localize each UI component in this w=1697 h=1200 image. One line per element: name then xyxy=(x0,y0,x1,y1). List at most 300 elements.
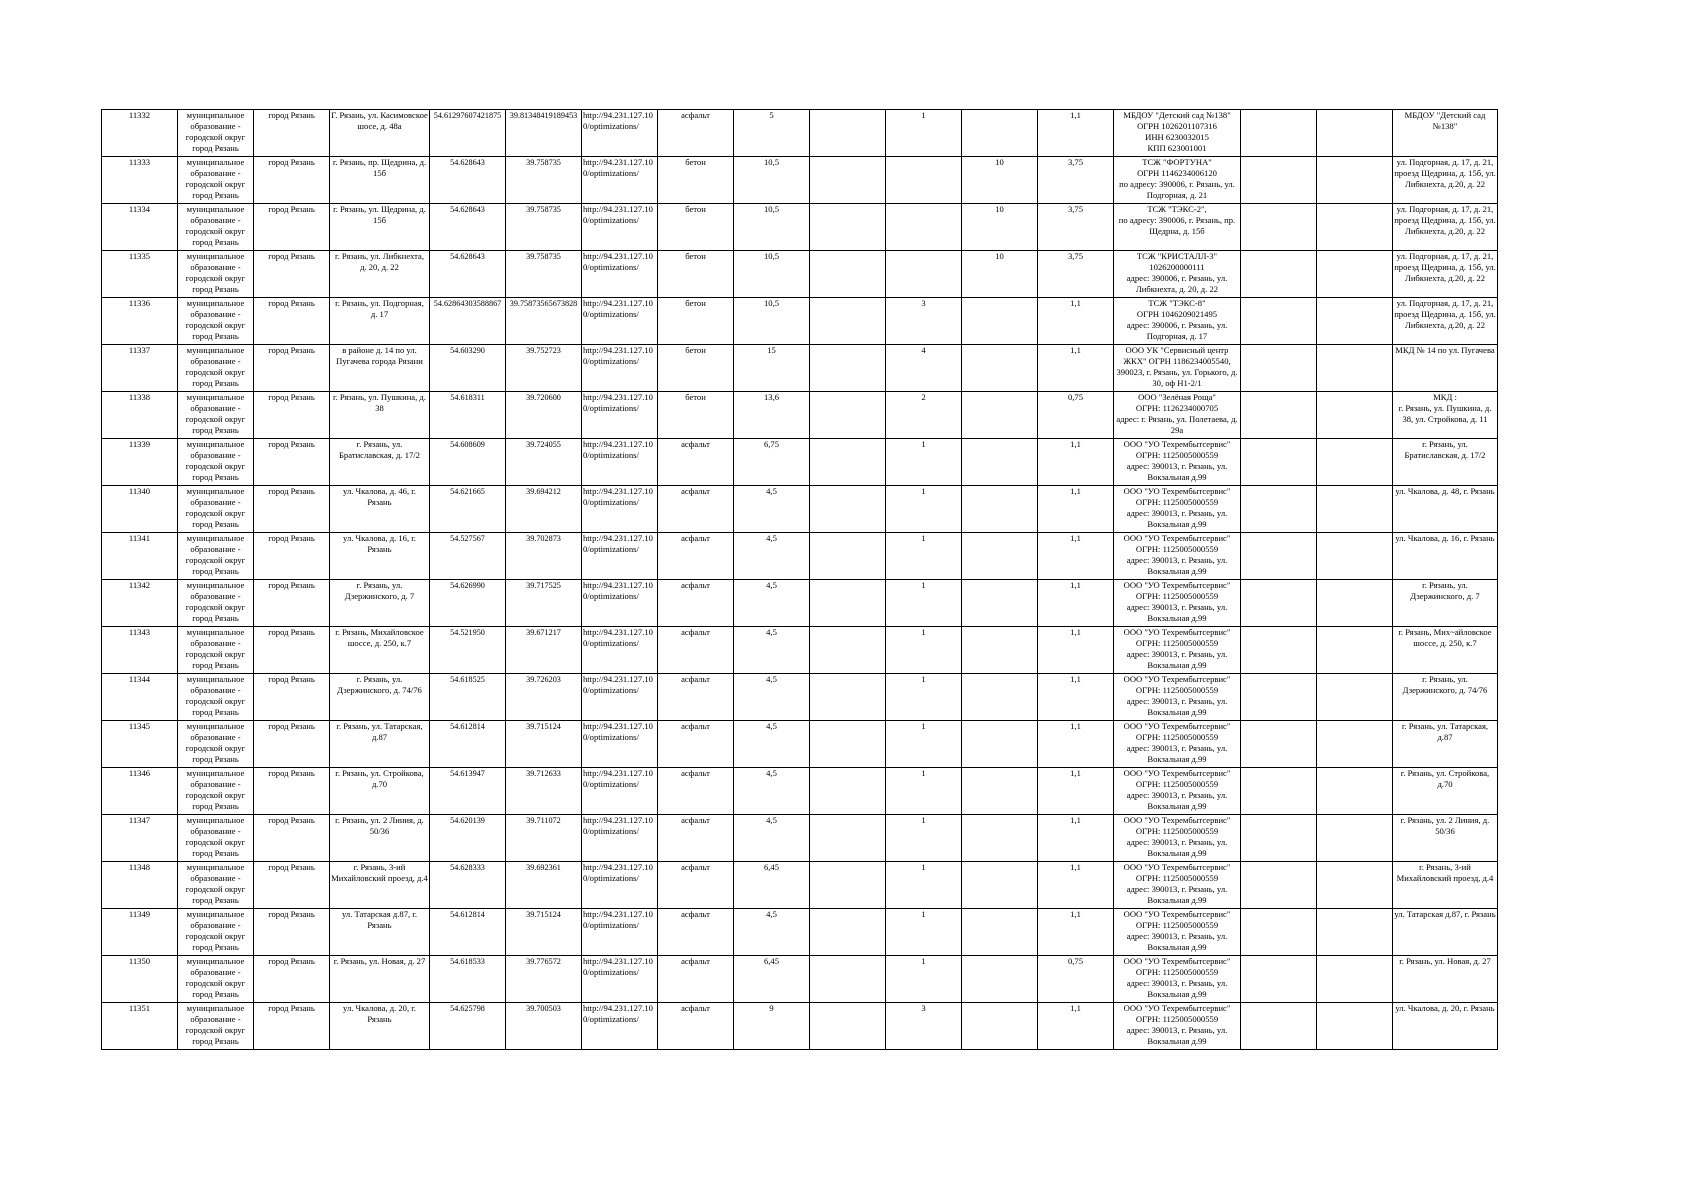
surface-type-cell: бетон xyxy=(658,204,734,251)
volume-cell: 3,75 xyxy=(1038,251,1114,298)
container-count-cell xyxy=(886,204,962,251)
municipality-cell: муниципальное образование - городской округ город Рязань xyxy=(178,721,254,768)
bunker-count-cell xyxy=(962,298,1038,345)
id-cell: 11351 xyxy=(102,1003,178,1050)
city-cell: город Рязань xyxy=(254,392,330,439)
address-cell: г. Рязань, ул. Пушкина, д. 38 xyxy=(330,392,430,439)
owner-cell: ТСЖ "ТЭКС-8" ОГРН 1046209021495 адрес: 390006, г. Рязань, ул. Подгорная, д. 17 xyxy=(1114,298,1241,345)
bunker-count-cell xyxy=(962,627,1038,674)
address-cell: г. Рязань, ул. Либкнехта, д. 20, д. 22 xyxy=(330,251,430,298)
longitude-cell: 39.715124 xyxy=(506,721,582,768)
empty-cell xyxy=(1317,392,1393,439)
waste-sources-cell: ул. Подгорная, д. 17, д. 21, проезд Щедрина, д. 15б, ул. Либкнехта, д.20, д. 22 xyxy=(1393,204,1498,251)
table-row xyxy=(102,157,1498,204)
volume-cell: 1,1 xyxy=(1038,1003,1114,1050)
municipality-cell: муниципальное образование - городской округ город Рязань xyxy=(178,674,254,721)
volume-cell: 3,75 xyxy=(1038,204,1114,251)
container-count-cell: 1 xyxy=(886,674,962,721)
longitude-cell: 39.81348419189453 xyxy=(506,110,582,157)
latitude-cell: 54.612814 xyxy=(430,721,506,768)
container-count-cell: 3 xyxy=(886,1003,962,1050)
area-cell: 4,5 xyxy=(734,909,810,956)
empty-cell xyxy=(1241,439,1317,486)
longitude-cell: 39.702873 xyxy=(506,533,582,580)
municipality-cell: муниципальное образование - городской округ город Рязань xyxy=(178,392,254,439)
url-cell: http://94.231.127.10 0/optimizations/ xyxy=(582,157,658,204)
id-cell: 11333 xyxy=(102,157,178,204)
empty-cell xyxy=(810,439,886,486)
surface-type-cell: бетон xyxy=(658,298,734,345)
address-cell: г. Рязань, ул. Дзержинского, д. 7 xyxy=(330,580,430,627)
owner-cell: ООО "УО Техрембытсервис" ОГРН: 1125005000559 адрес: 390013, г. Рязань, ул. Вокзальная д.99 xyxy=(1114,1003,1241,1050)
address-cell: г. Рязань, Михайловское шоссе, д. 250, к.7 xyxy=(330,627,430,674)
table-row xyxy=(102,1003,1498,1050)
container-count-cell xyxy=(886,251,962,298)
latitude-cell: 54.626990 xyxy=(430,580,506,627)
empty-cell xyxy=(1241,862,1317,909)
address-cell: г. Рязань, ул. Стройкова, д.70 xyxy=(330,768,430,815)
empty-cell xyxy=(810,110,886,157)
area-cell: 4,5 xyxy=(734,533,810,580)
owner-cell: ООО "УО Техрембытсервис" ОГРН: 1125005000559 адрес: 390013, г. Рязань, ул. Вокзальная д.99 xyxy=(1114,721,1241,768)
waste-sources-cell: ул. Чкалова, д. 20, г. Рязань xyxy=(1393,1003,1498,1050)
address-cell: г. Рязань, ул. Братиславская, д. 17/2 xyxy=(330,439,430,486)
volume-cell: 1,1 xyxy=(1038,627,1114,674)
id-cell: 11334 xyxy=(102,204,178,251)
latitude-cell: 54.603290 xyxy=(430,345,506,392)
empty-cell xyxy=(1317,345,1393,392)
url-cell: http://94.231.127.10 0/optimizations/ xyxy=(582,533,658,580)
bunker-count-cell xyxy=(962,768,1038,815)
surface-type-cell: асфальт xyxy=(658,110,734,157)
municipality-cell: муниципальное образование - городской округ город Рязань xyxy=(178,533,254,580)
url-cell: http://94.231.127.10 0/optimizations/ xyxy=(582,580,658,627)
empty-cell xyxy=(810,251,886,298)
longitude-cell: 39.75873565673828 xyxy=(506,298,582,345)
empty-cell xyxy=(1317,956,1393,1003)
waste-sources-cell: г. Рязань, ул. Братиславская, д. 17/2 xyxy=(1393,439,1498,486)
area-cell: 9 xyxy=(734,1003,810,1050)
longitude-cell: 39.700503 xyxy=(506,1003,582,1050)
table-row xyxy=(102,533,1498,580)
empty-cell xyxy=(1241,956,1317,1003)
bunker-count-cell xyxy=(962,956,1038,1003)
volume-cell: 1,1 xyxy=(1038,862,1114,909)
address-cell: г. Рязань, ул. Новая, д. 27 xyxy=(330,956,430,1003)
address-cell: ул. Татарская д.87, г. Рязань xyxy=(330,909,430,956)
id-cell: 11346 xyxy=(102,768,178,815)
surface-type-cell: бетон xyxy=(658,392,734,439)
empty-cell xyxy=(1317,627,1393,674)
table-row xyxy=(102,298,1498,345)
empty-cell xyxy=(1241,486,1317,533)
empty-cell xyxy=(1241,298,1317,345)
empty-cell xyxy=(1241,157,1317,204)
empty-cell xyxy=(1317,439,1393,486)
container-count-cell xyxy=(886,157,962,204)
latitude-cell: 54.628643 xyxy=(430,251,506,298)
longitude-cell: 39.758735 xyxy=(506,157,582,204)
table-row xyxy=(102,956,1498,1003)
latitude-cell: 54.628333 xyxy=(430,862,506,909)
id-cell: 11348 xyxy=(102,862,178,909)
id-cell: 11344 xyxy=(102,674,178,721)
container-count-cell: 1 xyxy=(886,533,962,580)
container-count-cell: 1 xyxy=(886,110,962,157)
longitude-cell: 39.692361 xyxy=(506,862,582,909)
empty-cell xyxy=(810,157,886,204)
address-cell: г. Рязань, 3-ий Михайловский проезд, д.4 xyxy=(330,862,430,909)
empty-cell xyxy=(1317,862,1393,909)
url-cell: http://94.231.127.10 0/optimizations/ xyxy=(582,721,658,768)
city-cell: город Рязань xyxy=(254,815,330,862)
volume-cell: 1,1 xyxy=(1038,721,1114,768)
surface-type-cell: асфальт xyxy=(658,909,734,956)
empty-cell xyxy=(810,392,886,439)
empty-cell xyxy=(1317,674,1393,721)
municipality-cell: муниципальное образование - городской округ город Рязань xyxy=(178,345,254,392)
empty-cell xyxy=(1317,298,1393,345)
latitude-cell: 54.625798 xyxy=(430,1003,506,1050)
city-cell: город Рязань xyxy=(254,110,330,157)
municipality-cell: муниципальное образование - городской округ город Рязань xyxy=(178,956,254,1003)
owner-cell: ООО "УО Техрембытсервис" ОГРН: 1125005000559 адрес: 390013, г. Рязань, ул. Вокзальная д.99 xyxy=(1114,486,1241,533)
table-row xyxy=(102,204,1498,251)
empty-cell xyxy=(1241,627,1317,674)
empty-cell xyxy=(810,909,886,956)
bunker-count-cell: 10 xyxy=(962,157,1038,204)
volume-cell: 1,1 xyxy=(1038,815,1114,862)
empty-cell xyxy=(810,674,886,721)
longitude-cell: 39.776572 xyxy=(506,956,582,1003)
table-row xyxy=(102,251,1498,298)
bunker-count-cell xyxy=(962,909,1038,956)
volume-cell: 1,1 xyxy=(1038,486,1114,533)
municipality-cell: муниципальное образование - городской округ город Рязань xyxy=(178,627,254,674)
table-row xyxy=(102,486,1498,533)
empty-cell xyxy=(1317,909,1393,956)
empty-cell xyxy=(1317,204,1393,251)
empty-cell xyxy=(1241,909,1317,956)
area-cell: 6,45 xyxy=(734,956,810,1003)
owner-cell: ООО "УО Техрембытсервис" ОГРН: 1125005000559 адрес: 390013, г. Рязань, ул. Вокзальная д.99 xyxy=(1114,862,1241,909)
empty-cell xyxy=(810,486,886,533)
table-row xyxy=(102,862,1498,909)
city-cell: город Рязань xyxy=(254,533,330,580)
container-sites-table xyxy=(101,109,1498,1050)
area-cell: 6,75 xyxy=(734,439,810,486)
empty-cell xyxy=(1241,580,1317,627)
url-cell: http://94.231.127.10 0/optimizations/ xyxy=(582,1003,658,1050)
url-cell: http://94.231.127.10 0/optimizations/ xyxy=(582,627,658,674)
waste-sources-cell: ул. Татарская д.87, г. Рязань xyxy=(1393,909,1498,956)
latitude-cell: 54.618525 xyxy=(430,674,506,721)
city-cell: город Рязань xyxy=(254,909,330,956)
url-cell: http://94.231.127.10 0/optimizations/ xyxy=(582,251,658,298)
latitude-cell: 54.618311 xyxy=(430,392,506,439)
city-cell: город Рязань xyxy=(254,1003,330,1050)
url-cell: http://94.231.127.10 0/optimizations/ xyxy=(582,909,658,956)
empty-cell xyxy=(1241,392,1317,439)
container-count-cell: 1 xyxy=(886,862,962,909)
latitude-cell: 54.61297607421875 xyxy=(430,110,506,157)
municipality-cell: муниципальное образование - городской округ город Рязань xyxy=(178,768,254,815)
waste-sources-cell: г. Рязань, ул. Дзержинского, д. 7 xyxy=(1393,580,1498,627)
id-cell: 11340 xyxy=(102,486,178,533)
id-cell: 11337 xyxy=(102,345,178,392)
municipality-cell: муниципальное образование - городской округ город Рязань xyxy=(178,110,254,157)
area-cell: 15 xyxy=(734,345,810,392)
bunker-count-cell xyxy=(962,486,1038,533)
surface-type-cell: асфальт xyxy=(658,862,734,909)
surface-type-cell: асфальт xyxy=(658,533,734,580)
id-cell: 11338 xyxy=(102,392,178,439)
volume-cell: 1,1 xyxy=(1038,768,1114,815)
empty-cell xyxy=(810,862,886,909)
waste-sources-cell: МКД № 14 по ул. Пугачева xyxy=(1393,345,1498,392)
area-cell: 4,5 xyxy=(734,768,810,815)
owner-cell: ООО "УО Техрембытсервис" ОГРН: 1125005000559 адрес: 390013, г. Рязань, ул. Вокзальная д.99 xyxy=(1114,674,1241,721)
city-cell: город Рязань xyxy=(254,627,330,674)
municipality-cell: муниципальное образование - городской округ город Рязань xyxy=(178,862,254,909)
waste-sources-cell: г. Рязань, ул. Стройкова, д.70 xyxy=(1393,768,1498,815)
latitude-cell: 54.620139 xyxy=(430,815,506,862)
owner-cell: ООО "УО Техрембытсервис" ОГРН: 1125005000559 адрес: 390013, г. Рязань, ул. Вокзальная д.99 xyxy=(1114,533,1241,580)
bunker-count-cell xyxy=(962,674,1038,721)
address-cell: в районе д. 14 по ул. Пугачева города Рязани xyxy=(330,345,430,392)
area-cell: 10,5 xyxy=(734,298,810,345)
municipality-cell: муниципальное образование - городской округ город Рязань xyxy=(178,1003,254,1050)
longitude-cell: 39.711072 xyxy=(506,815,582,862)
area-cell: 10,5 xyxy=(734,204,810,251)
url-cell: http://94.231.127.10 0/optimizations/ xyxy=(582,439,658,486)
volume-cell: 0,75 xyxy=(1038,956,1114,1003)
empty-cell xyxy=(1317,251,1393,298)
waste-sources-cell: МБДОУ "Детский сад №138" xyxy=(1393,110,1498,157)
area-cell: 4,5 xyxy=(734,580,810,627)
empty-cell xyxy=(810,956,886,1003)
empty-cell xyxy=(1317,768,1393,815)
waste-sources-cell: МКД : г. Рязань, ул. Пушкина, д. 38, ул. Стройкова, д. 11 xyxy=(1393,392,1498,439)
volume-cell: 1,1 xyxy=(1038,345,1114,392)
empty-cell xyxy=(1241,204,1317,251)
container-count-cell: 1 xyxy=(886,768,962,815)
latitude-cell: 54.628643 xyxy=(430,204,506,251)
area-cell: 5 xyxy=(734,110,810,157)
waste-sources-cell: ул. Чкалова, д. 16, г. Рязань xyxy=(1393,533,1498,580)
bunker-count-cell xyxy=(962,110,1038,157)
city-cell: город Рязань xyxy=(254,157,330,204)
city-cell: город Рязань xyxy=(254,580,330,627)
volume-cell: 1,1 xyxy=(1038,110,1114,157)
latitude-cell: 54.621665 xyxy=(430,486,506,533)
longitude-cell: 39.717525 xyxy=(506,580,582,627)
volume-cell: 1,1 xyxy=(1038,439,1114,486)
latitude-cell: 54.62864303588867 xyxy=(430,298,506,345)
table-row xyxy=(102,439,1498,486)
empty-cell xyxy=(1317,580,1393,627)
address-cell: г. Рязань, пр. Щедрина, д. 15б xyxy=(330,157,430,204)
container-count-cell: 2 xyxy=(886,392,962,439)
empty-cell xyxy=(1317,1003,1393,1050)
empty-cell xyxy=(810,345,886,392)
bunker-count-cell xyxy=(962,392,1038,439)
id-cell: 11350 xyxy=(102,956,178,1003)
url-cell: http://94.231.127.10 0/optimizations/ xyxy=(582,345,658,392)
container-count-cell: 1 xyxy=(886,627,962,674)
address-cell: ул. Чкалова, д. 20, г. Рязань xyxy=(330,1003,430,1050)
area-cell: 10,5 xyxy=(734,251,810,298)
table-row xyxy=(102,580,1498,627)
surface-type-cell: бетон xyxy=(658,251,734,298)
volume-cell: 1,1 xyxy=(1038,533,1114,580)
area-cell: 4,5 xyxy=(734,721,810,768)
latitude-cell: 54.527567 xyxy=(430,533,506,580)
waste-sources-cell: ул. Подгорная, д. 17, д. 21, проезд Щедрина, д. 15б, ул. Либкнехта, д.20, д. 22 xyxy=(1393,251,1498,298)
address-cell: г. Рязань, ул. Дзержинского, д. 74/76 xyxy=(330,674,430,721)
municipality-cell: муниципальное образование - городской округ город Рязань xyxy=(178,251,254,298)
empty-cell xyxy=(1241,674,1317,721)
city-cell: город Рязань xyxy=(254,345,330,392)
latitude-cell: 54.613947 xyxy=(430,768,506,815)
container-count-cell: 1 xyxy=(886,815,962,862)
longitude-cell: 39.694212 xyxy=(506,486,582,533)
address-cell: г. Рязань, ул. 2 Линия, д. 50/36 xyxy=(330,815,430,862)
longitude-cell: 39.724055 xyxy=(506,439,582,486)
municipality-cell: муниципальное образование - городской округ город Рязань xyxy=(178,204,254,251)
latitude-cell: 54.521950 xyxy=(430,627,506,674)
empty-cell xyxy=(1241,768,1317,815)
owner-cell: ООО "УО Техрембытсервис" ОГРН: 1125005000559 адрес: 390013, г. Рязань, ул. Вокзальная д.99 xyxy=(1114,815,1241,862)
latitude-cell: 54.608609 xyxy=(430,439,506,486)
bunker-count-cell xyxy=(962,1003,1038,1050)
surface-type-cell: асфальт xyxy=(658,1003,734,1050)
id-cell: 11349 xyxy=(102,909,178,956)
empty-cell xyxy=(1317,157,1393,204)
longitude-cell: 39.712633 xyxy=(506,768,582,815)
surface-type-cell: асфальт xyxy=(658,721,734,768)
city-cell: город Рязань xyxy=(254,721,330,768)
empty-cell xyxy=(1317,110,1393,157)
city-cell: город Рязань xyxy=(254,204,330,251)
empty-cell xyxy=(810,1003,886,1050)
longitude-cell: 39.720600 xyxy=(506,392,582,439)
bunker-count-cell xyxy=(962,580,1038,627)
city-cell: город Рязань xyxy=(254,862,330,909)
surface-type-cell: бетон xyxy=(658,157,734,204)
address-cell: г. Рязань, ул. Подгорная, д. 17 xyxy=(330,298,430,345)
municipality-cell: муниципальное образование - городской округ город Рязань xyxy=(178,486,254,533)
owner-cell: ТСЖ "КРИСТАЛЛ-3" 1026200000111 адрес: 390006, г. Рязань, ул. Либкнехта, д. 20, д. 22 xyxy=(1114,251,1241,298)
url-cell: http://94.231.127.10 0/optimizations/ xyxy=(582,674,658,721)
empty-cell xyxy=(1241,815,1317,862)
container-count-cell: 1 xyxy=(886,956,962,1003)
url-cell: http://94.231.127.10 0/optimizations/ xyxy=(582,815,658,862)
id-cell: 11332 xyxy=(102,110,178,157)
longitude-cell: 39.671217 xyxy=(506,627,582,674)
address-cell: ул. Чкалова, д. 16, г. Рязань xyxy=(330,533,430,580)
owner-cell: ООО "УО Техрембытсервис" ОГРН: 1125005000559 адрес: 390013, г. Рязань, ул. Вокзальная д.99 xyxy=(1114,627,1241,674)
waste-sources-cell: г. Рязань, 3-ий Михайловский проезд, д.4 xyxy=(1393,862,1498,909)
empty-cell xyxy=(810,204,886,251)
url-cell: http://94.231.127.10 0/optimizations/ xyxy=(582,956,658,1003)
municipality-cell: муниципальное образование - городской округ город Рязань xyxy=(178,815,254,862)
container-count-cell: 1 xyxy=(886,486,962,533)
city-cell: город Рязань xyxy=(254,298,330,345)
longitude-cell: 39.715124 xyxy=(506,909,582,956)
municipality-cell: муниципальное образование - городской округ город Рязань xyxy=(178,580,254,627)
volume-cell: 0,75 xyxy=(1038,392,1114,439)
city-cell: город Рязань xyxy=(254,956,330,1003)
surface-type-cell: асфальт xyxy=(658,768,734,815)
empty-cell xyxy=(1317,533,1393,580)
empty-cell xyxy=(1241,721,1317,768)
surface-type-cell: асфальт xyxy=(658,439,734,486)
owner-cell: ООО "УО Техрембытсервис" ОГРН: 1125005000559 адрес: 390013, г. Рязань, ул. Вокзальная д.99 xyxy=(1114,439,1241,486)
empty-cell xyxy=(1241,1003,1317,1050)
empty-cell xyxy=(810,768,886,815)
table-row xyxy=(102,721,1498,768)
table-row xyxy=(102,110,1498,157)
area-cell: 13,6 xyxy=(734,392,810,439)
address-cell: ул. Чкалова, д. 46, г. Рязань xyxy=(330,486,430,533)
table-row xyxy=(102,345,1498,392)
owner-cell: ООО "Зелёная Роща" ОГРН: 1126234000705 адрес: г. Рязань, ул. Полетаева, д. 29а xyxy=(1114,392,1241,439)
area-cell: 4,5 xyxy=(734,815,810,862)
city-cell: город Рязань xyxy=(254,439,330,486)
volume-cell: 1,1 xyxy=(1038,674,1114,721)
container-count-cell: 1 xyxy=(886,439,962,486)
city-cell: город Рязань xyxy=(254,674,330,721)
table-row xyxy=(102,627,1498,674)
id-cell: 11335 xyxy=(102,251,178,298)
address-cell: г. Рязань, ул. Татарская, д.87 xyxy=(330,721,430,768)
url-cell: http://94.231.127.10 0/optimizations/ xyxy=(582,486,658,533)
municipality-cell: муниципальное образование - городской округ город Рязань xyxy=(178,439,254,486)
container-count-cell: 3 xyxy=(886,298,962,345)
table-row xyxy=(102,815,1498,862)
owner-cell: ТСЖ "ТЭКС-2", по адресу: 390006, г. Рязань, пр. Щедрна, д. 15б xyxy=(1114,204,1241,251)
owner-cell: ООО "УО Техрембытсервис" ОГРН: 1125005000559 адрес: 390013, г. Рязань, ул. Вокзальная д.99 xyxy=(1114,580,1241,627)
empty-cell xyxy=(810,580,886,627)
area-cell: 10,5 xyxy=(734,157,810,204)
id-cell: 11342 xyxy=(102,580,178,627)
bunker-count-cell xyxy=(962,345,1038,392)
empty-cell xyxy=(1241,251,1317,298)
surface-type-cell: асфальт xyxy=(658,674,734,721)
municipality-cell: муниципальное образование - городской округ город Рязань xyxy=(178,298,254,345)
table-row xyxy=(102,909,1498,956)
owner-cell: ТСЖ "ФОРТУНА" ОГРН 1146234006120 по адресу: 390006, г. Рязань, ул. Подгорная, д. 21 xyxy=(1114,157,1241,204)
latitude-cell: 54.628643 xyxy=(430,157,506,204)
waste-sources-cell: ул. Подгорная, д. 17, д. 21, проезд Щедрина, д. 15б, ул. Либкнехта, д.20, д. 22 xyxy=(1393,298,1498,345)
owner-cell: ООО "УО Техрембытсервис" ОГРН: 1125005000559 адрес: 390013, г. Рязань, ул. Вокзальная д.99 xyxy=(1114,956,1241,1003)
url-cell: http://94.231.127.10 0/optimizations/ xyxy=(582,862,658,909)
surface-type-cell: асфальт xyxy=(658,486,734,533)
waste-sources-cell: г. Рязань, ул. Новая, д. 27 xyxy=(1393,956,1498,1003)
owner-cell: ООО "УО Техрембытсервис" ОГРН: 1125005000559 адрес: 390013, г. Рязань, ул. Вокзальная д.99 xyxy=(1114,909,1241,956)
bunker-count-cell xyxy=(962,533,1038,580)
latitude-cell: 54.618533 xyxy=(430,956,506,1003)
longitude-cell: 39.726203 xyxy=(506,674,582,721)
waste-sources-cell: г. Рязань, ул. 2 Линия, д. 50/36 xyxy=(1393,815,1498,862)
area-cell: 4,5 xyxy=(734,627,810,674)
area-cell: 4,5 xyxy=(734,486,810,533)
longitude-cell: 39.752723 xyxy=(506,345,582,392)
surface-type-cell: асфальт xyxy=(658,580,734,627)
owner-cell: МБДОУ "Детский сад №138" ОГРН 1026201107316 ИНН 6230032015 КПП 623001001 xyxy=(1114,110,1241,157)
bunker-count-cell xyxy=(962,815,1038,862)
